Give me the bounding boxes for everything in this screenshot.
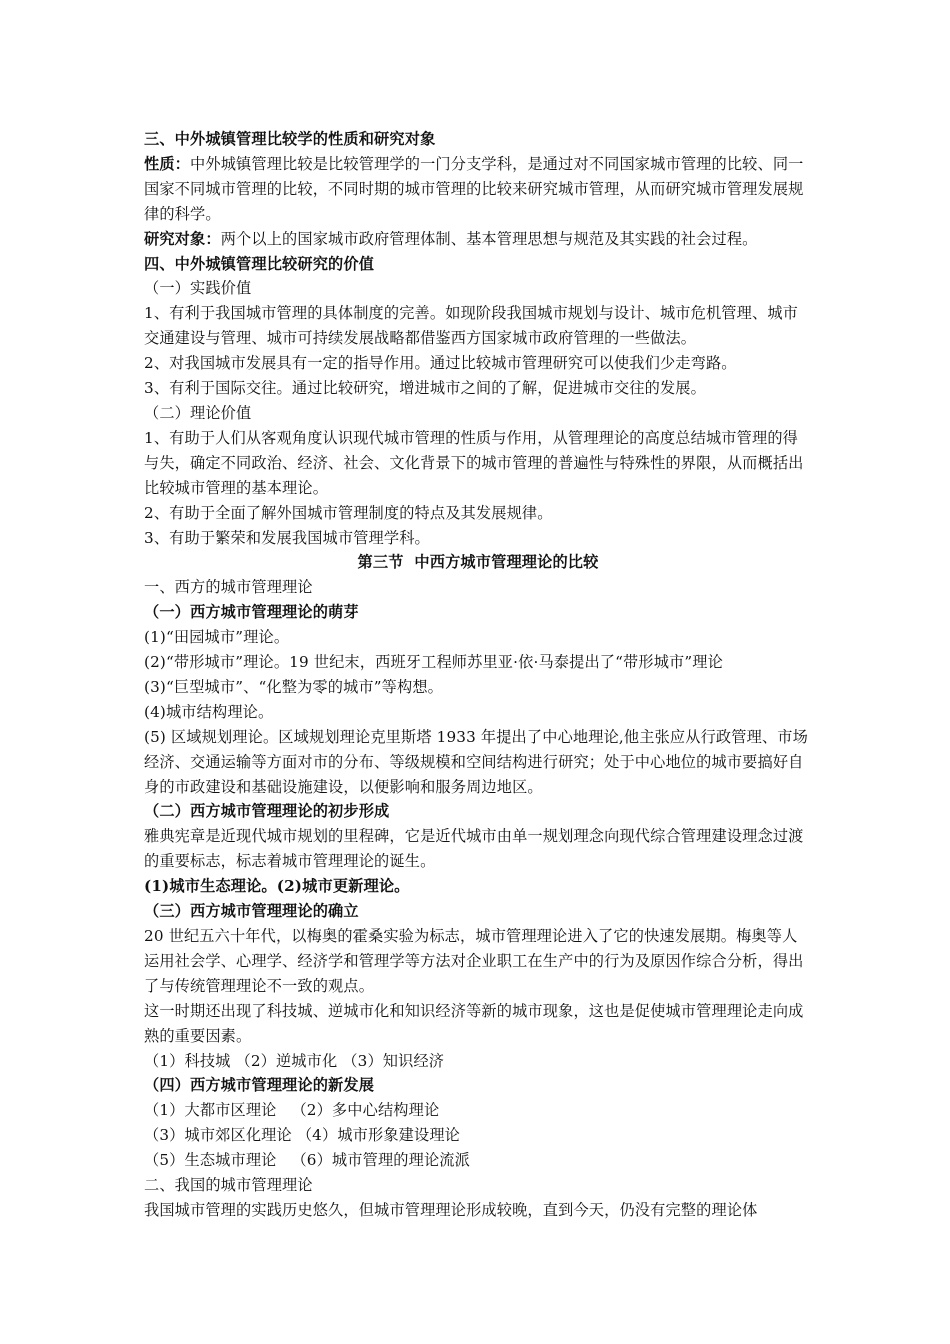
paragraph: 我国城市管理的实践历史悠久，但城市管理理论形成较晚，直到今天，仍没有完整的理论体 — [144, 1200, 758, 1219]
list-item: （1）科技城 （2）逆城市化 （3）知识经济 — [144, 1051, 445, 1070]
list-item: (2)“带形城市”理论。19 世纪末，西班牙工程师苏里亚·依·马泰提出了“带形城市”理论 — [144, 653, 723, 672]
term-text: 中外城镇管理比较是比较管理学的一门分支学科，是通过对不同国家城市管理的比较、同一国家不同城市管理的比较，不同时期的城市管理的比较来研究城市管理，从而研究城市管理发展规律的科学。 — [144, 154, 804, 223]
document-body — [144, 127, 812, 1223]
list-item: 2、对我国城市发展具有一定的指导作用。通过比较城市管理研究可以使我们少走弯路。 — [144, 354, 737, 373]
paragraph: (1)城市生态理论。(2)城市更新理论。 — [144, 877, 410, 896]
list-item: 1、有助于人们从客观角度认识现代城市管理的性质与作用，从管理理论的高度总结城市管理的得与失，确定不同政治、经济、社会、文化背景下的城市管理的普遍性与特殊性的界限，从而概括出比较城市管理的基本理论。 — [144, 428, 804, 497]
subheading: （三）西方城市管理理论的确立 — [144, 902, 359, 921]
list-item: （3）城市郊区化理论 （4）城市形象建设理论 — [144, 1126, 461, 1145]
section-heading: 四、中外城镇管理比较研究的价值 — [144, 254, 375, 273]
list-item: 3、有助于繁荣和发展我国城市管理学科。 — [144, 528, 430, 547]
paragraph: 雅典宪章是近现代城市规划的里程碑，它是近代城市由单一规划理念向现代综合管理建设理念过渡的重要标志，标志着城市管理理论的诞生。 — [144, 827, 804, 871]
list-item: (4)城市结构理论。 — [144, 702, 274, 721]
list-item: 1、有利于我国城市管理的具体制度的完善。如现阶段我国城市规划与设计、城市危机管理、城市交通建设与管理、城市可持续发展战略都借鉴西方国家城市政府管理的一些做法。 — [144, 304, 798, 348]
subheading: （一）西方城市管理理论的萌芽 — [144, 603, 359, 622]
list-item: (5) 区域规划理论。区域规划理论克里斯塔 1933 年提出了中心地理论,他主张应从行政管理、市场经济、交通运输等方面对市的分布、等级规模和空间结构进行研究；处于中心地位的城市要搞好自身的市政建设和基础设施建设，以便影响和服务周边地区。 — [144, 727, 808, 796]
subheading: （一）实践价值 — [144, 279, 252, 298]
paragraph: 20 世纪五六十年代，以梅奥的霍桑实验为标志，城市管理理论进入了它的快速发展期。梅奥等人运用社会学、心理学、经济学和管理学等方法对企业职工在生产中的行为及原因作综合分析，得出了与传统管理理论不一致的观点。 — [144, 927, 804, 995]
paragraph: 这一时期还出现了科技城、逆城市化和知识经济等新的城市现象，这也是促使城市管理理论走向成熟的重要因素。 — [144, 1001, 804, 1045]
section-heading: 一、西方的城市管理理论 — [144, 578, 313, 597]
paragraph — [144, 227, 812, 252]
list-item: （5）生态城市理论 （6）城市管理的理论流派 — [144, 1151, 470, 1170]
subheading: （四）西方城市管理理论的新发展 — [144, 1076, 375, 1095]
section-heading: 二、我国的城市管理理论 — [144, 1176, 313, 1195]
term-label: 研究对象： — [144, 229, 221, 248]
list-item: 2、有助于全面了解外国城市管理制度的特点及其发展规律。 — [144, 503, 553, 522]
subheading: （二）西方城市管理理论的初步形成 — [144, 802, 390, 821]
section-heading: 三、中外城镇管理比较学的性质和研究对象 — [144, 130, 436, 148]
list-item: (1)“田园城市”理论。 — [144, 628, 290, 647]
term-text: 两个以上的国家城市政府管理体制、基本管理思想与规范及其实践的社会过程。 — [220, 229, 758, 248]
list-item: （1）大都市区理论 （2）多中心结构理论 — [144, 1101, 440, 1120]
paragraph — [144, 152, 812, 227]
list-item: 3、有利于国际交往。通过比较研究，增进城市之间的了解，促进城市交往的发展。 — [144, 379, 706, 398]
term-label: 性质： — [144, 154, 191, 173]
subheading: （二）理论价值 — [144, 403, 252, 422]
chapter-section-title: 第三节 中西方城市管理理论的比较 — [357, 553, 599, 572]
list-item: (3)“巨型城市”、“化整为零的城市”等构想。 — [144, 677, 444, 696]
